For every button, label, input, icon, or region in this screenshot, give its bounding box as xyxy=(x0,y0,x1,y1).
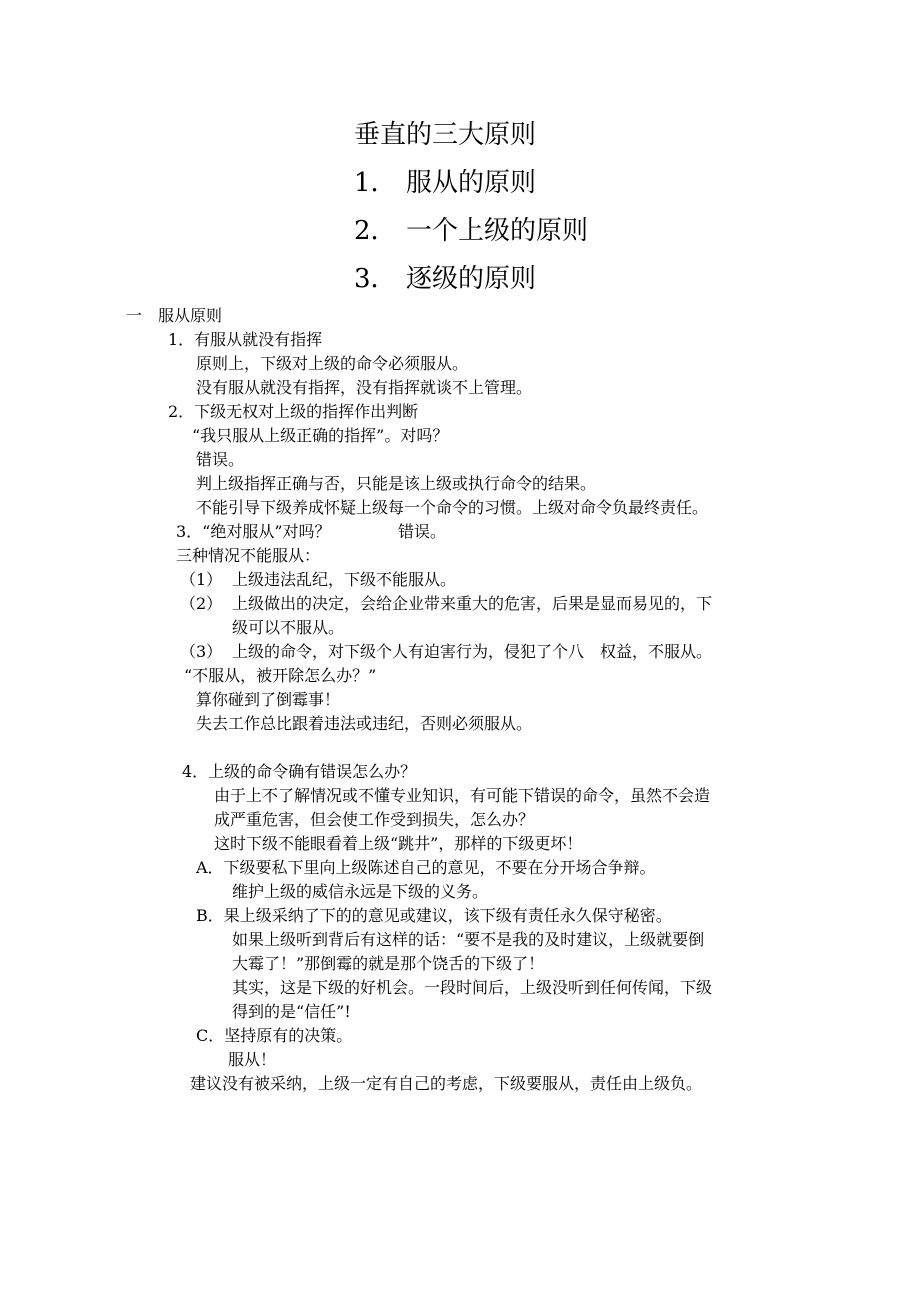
option-b-line: 如果上级听到背后有这样的话：“要不是我的及时建议，上级就要倒 xyxy=(232,930,705,949)
option-b-label: B．果上级采纳了下的的意见或建议，该下级有责任永久保守秘密。 xyxy=(196,906,672,925)
case-number: （2） xyxy=(180,594,223,613)
section-heading: 一 服从原则 xyxy=(126,306,223,325)
item3-cases-intro: 三种情况不能服从： xyxy=(176,546,321,565)
case-number: （1） xyxy=(180,570,223,589)
item3-question: “不服从，被开除怎么办？” xyxy=(184,666,377,685)
item4-title: 4．上级的命令确有错误怎么办？ xyxy=(182,762,417,781)
document-title: 垂直的三大原则 xyxy=(354,120,537,150)
case-number: （3） xyxy=(180,642,223,661)
option-b-line: 得到的是“信任”! xyxy=(232,1002,351,1021)
option-b-line: 大霉了！”那倒霉的就是那个饶舌的下级了！ xyxy=(232,954,545,973)
item3-title: 3．“绝对服从”对吗？ xyxy=(176,522,331,541)
item2-line: “我只服从上级正确的指挥”。对吗？ xyxy=(192,426,449,445)
option-c-label: C．坚持原有的决策。 xyxy=(196,1026,353,1045)
principle-number: 1． xyxy=(354,168,397,198)
case-line: 上级做出的决定，会给企业带来重大的危害，后果是显而易见的，下 xyxy=(232,594,713,613)
item2-line: 不能引导下级养成怀疑上级每一个命令的习惯。上级对命令负最终责任。 xyxy=(196,498,709,517)
item4-conclusion: 建议没有被采纳，上级一定有自己的考虑，下级要服从，责任由上级负。 xyxy=(190,1074,703,1093)
item1-title: 1．有服从就没有指挥 xyxy=(168,330,323,349)
principle-2 xyxy=(354,218,588,244)
item2-line: 错误。 xyxy=(196,450,245,469)
principle-3 xyxy=(354,266,536,292)
item1-line: 原则上，下级对上级的命令必须服从。 xyxy=(196,354,469,373)
item3-reply: 失去工作总比跟着违法或违纪，否则必须服从。 xyxy=(196,714,533,733)
item2-line: 判上级指挥正确与否，只能是该上级或执行命令的结果。 xyxy=(196,474,597,493)
option-a-line: 维护上级的威信永远是下级的义务。 xyxy=(232,882,489,901)
item3-reply: 算你碰到了倒霉事！ xyxy=(196,690,341,709)
principle-number: 3． xyxy=(354,264,397,294)
principle-number: 2． xyxy=(354,216,397,246)
option-c-line: 服从！ xyxy=(228,1050,277,1069)
item2-title: 2．下级无权对上级的指挥作出判断 xyxy=(168,402,419,421)
item1-line: 没有服从就没有指挥，没有指挥就谈不上管理。 xyxy=(196,378,533,397)
option-b-line: 其实，这是下级的好机会。一段时间后，上级没听到任何传闻，下级 xyxy=(232,978,713,997)
item4-intro: 成严重危害，但会使工作受到损失，怎么办？ xyxy=(214,810,535,829)
option-a-label: A．下级要私下里向上级陈述自己的意见，不要在分开场合争辩。 xyxy=(196,858,656,877)
principle-1 xyxy=(354,170,536,196)
principle-text: 服从的原则 xyxy=(406,168,537,198)
item3-answer: 错误。 xyxy=(398,522,447,541)
item4-intro: 这时下级不能眼看着上级“跳井”，那样的下级更坏！ xyxy=(214,834,583,853)
case-line: 上级的命令，对下级个人有迫害行为，侵犯了个八 权益，不服从。 xyxy=(232,642,713,661)
item4-intro: 由于上不了解情况或不懂专业知识，有可能下错误的命令，虽然不会造 xyxy=(214,786,711,805)
case-line: 上级违法乱纪，下级不能服从。 xyxy=(232,570,457,589)
principle-text: 逐级的原则 xyxy=(406,264,537,294)
case-line: 级可以不服从。 xyxy=(232,618,345,637)
principle-text: 一个上级的原则 xyxy=(406,216,589,246)
